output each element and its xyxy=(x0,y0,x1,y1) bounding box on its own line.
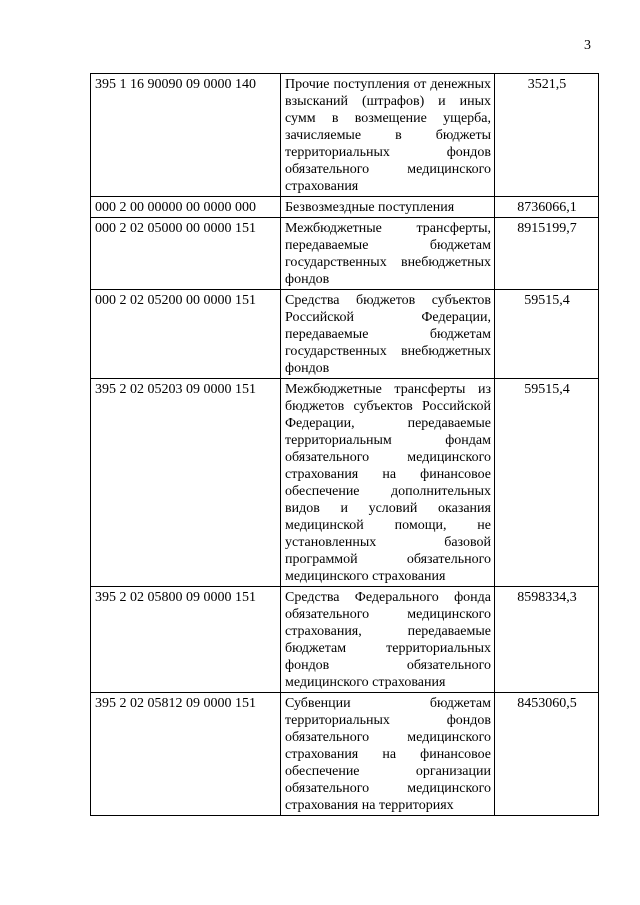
amount-cell: 3521,5 xyxy=(495,74,599,197)
table-row xyxy=(91,693,599,816)
table-row xyxy=(91,587,599,693)
budget-code-cell: 000 2 02 05000 00 0000 151 xyxy=(91,218,281,290)
income-name-cell: Субвенции бюджетам территориальных фондов обязательного медицинского страхования на финансовое обеспечение организации обязательного медицинского страхования на территориях xyxy=(281,693,495,816)
income-name-cell: Средства Федерального фонда обязательного медицинского страхования, передаваемые бюджетам территориальных фондов обязательного медицинского страхования xyxy=(281,587,495,693)
amount-cell: 8453060,5 xyxy=(495,693,599,816)
income-name-cell: Межбюджетные трансферты, передаваемые бюджетам государственных внебюджетных фондов xyxy=(281,218,495,290)
budget-code-cell: 395 2 02 05800 09 0000 151 xyxy=(91,587,281,693)
amount-cell: 59515,4 xyxy=(495,290,599,379)
income-name-cell: Безвозмездные поступления xyxy=(281,197,495,218)
table-row xyxy=(91,74,599,197)
budget-revenue-table xyxy=(90,73,599,816)
income-name-cell: Средства бюджетов субъектов Российской Федерации, передаваемые бюджетам государственных внебюджетных фондов xyxy=(281,290,495,379)
budget-code-cell: 395 2 02 05203 09 0000 151 xyxy=(91,379,281,587)
income-name-cell: Межбюджетные трансферты из бюджетов субъектов Российской Федерации, передаваемые территориальным фондам обязательного медицинского страхования на финансовое обеспечение дополнительных видов и условий оказания медицинской помощи, не установленных базовой программой обязательного медицинского страхования xyxy=(281,379,495,587)
table-row xyxy=(91,379,599,587)
amount-cell: 8915199,7 xyxy=(495,218,599,290)
budget-code-cell: 000 2 02 05200 00 0000 151 xyxy=(91,290,281,379)
amount-cell: 59515,4 xyxy=(495,379,599,587)
amount-cell: 8598334,3 xyxy=(495,587,599,693)
budget-code-cell: 000 2 00 00000 00 0000 000 xyxy=(91,197,281,218)
table-row xyxy=(91,197,599,218)
income-name-cell: Прочие поступления от денежных взысканий (штрафов) и иных сумм в возмещение ущерба, зачисляемые в бюджеты территориальных фондов обязательного медицинского страхования xyxy=(281,74,495,197)
table-row xyxy=(91,290,599,379)
amount-cell: 8736066,1 xyxy=(495,197,599,218)
budget-code-cell: 395 2 02 05812 09 0000 151 xyxy=(91,693,281,816)
page-number: 3 xyxy=(584,38,591,53)
table-row xyxy=(91,218,599,290)
budget-code-cell: 395 1 16 90090 09 0000 140 xyxy=(91,74,281,197)
